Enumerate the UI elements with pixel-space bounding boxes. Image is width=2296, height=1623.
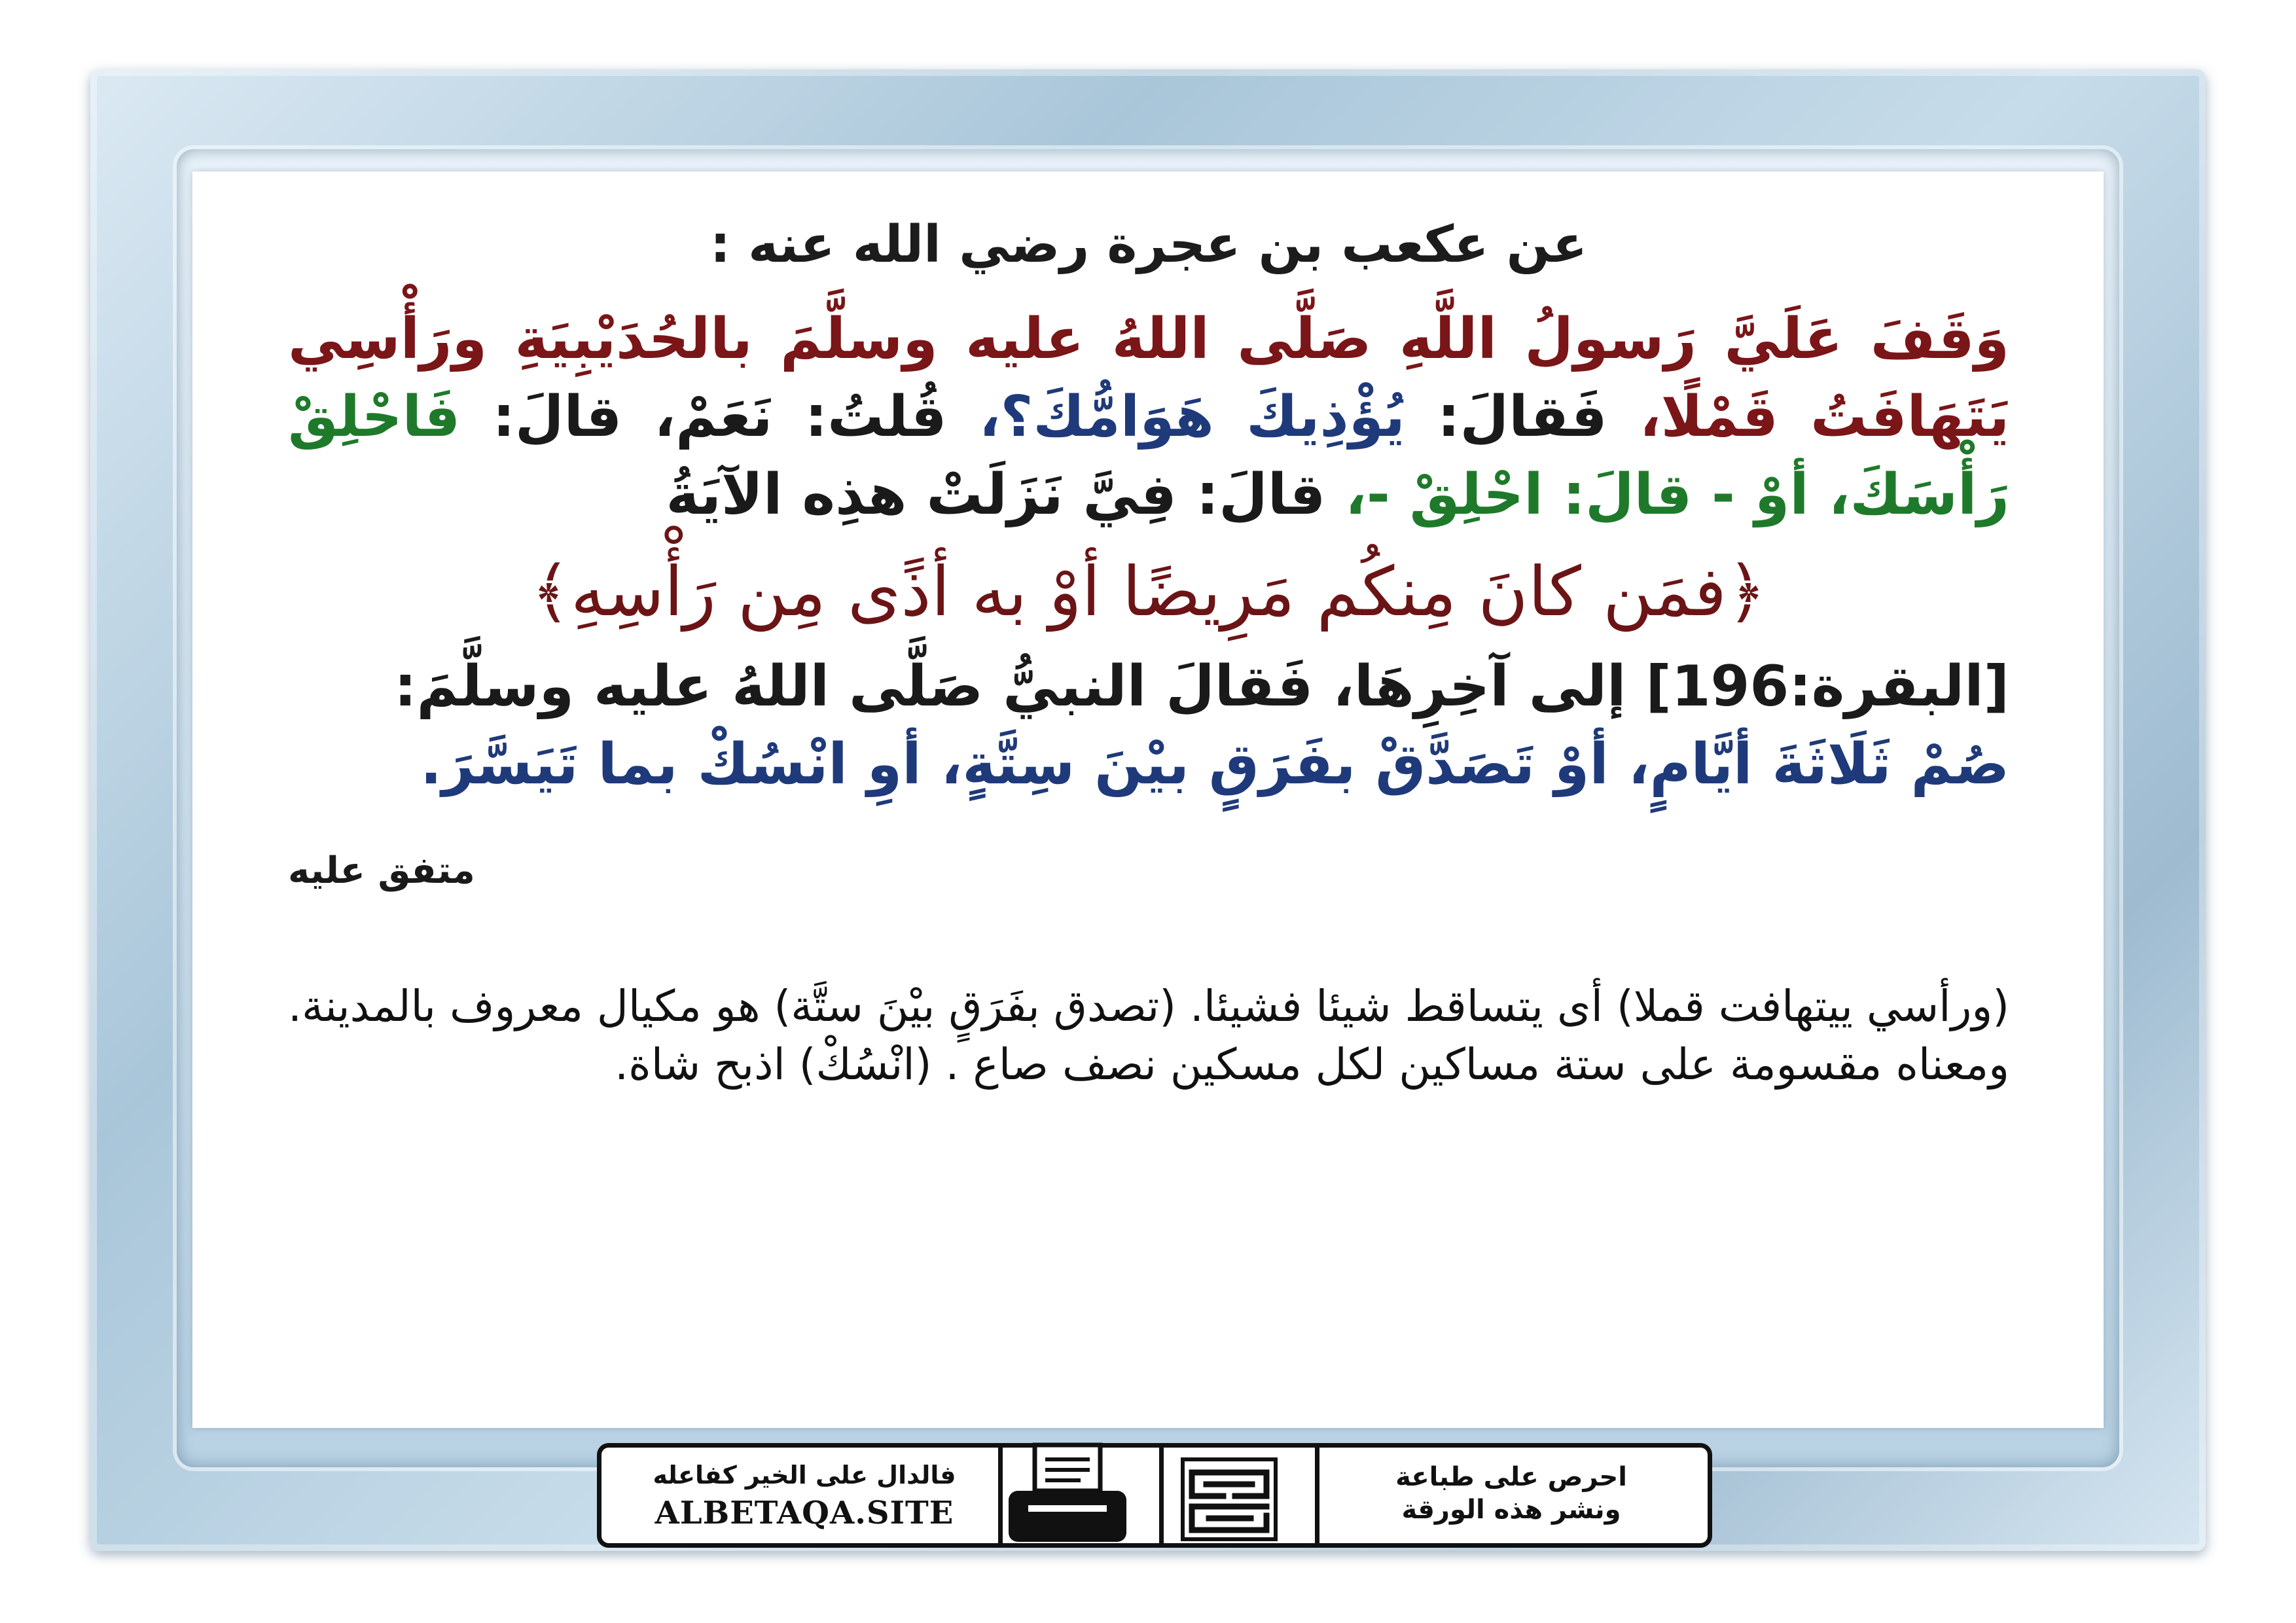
explanation-notes: (ورأسي ييتهافت قملا) أى يتساقط شيئا فشيئا. (تصدق بفَرَقٍ بيْنَ ستَّة) هو مكيال معروف بالمدينة. ومعناه مقسومة على ستة مساكين لكل مسكين نصف صاع . (انْسُكْ) اذبح شاة. bbox=[288, 980, 2009, 1090]
hadith-text bbox=[288, 300, 2009, 533]
footer-site[interactable]: ALBETAQA.SITE bbox=[655, 1495, 954, 1531]
hadith-part-7: [البقرة:196] إلى آخِرِهَا، فَقالَ النبيُّ صَلَّى اللهُ عليه وسلَّمَ: bbox=[394, 654, 2009, 720]
quran-verse: ﴿فمَن كانَ مِنكُم مَرِيضًا أوْ به أذًى مِن رَأْسِهِ﴾ bbox=[531, 552, 1767, 632]
footer-divider bbox=[1159, 1448, 1164, 1543]
footer-tagline: فالدال على الخير كفاعله bbox=[653, 1461, 956, 1489]
content bbox=[288, 196, 2009, 1094]
footer-print-line-2: ونشر هذه الورقة bbox=[1401, 1495, 1621, 1525]
hadith-source: متفق عليه bbox=[288, 849, 475, 892]
hadith-part-8: صُمْ ثَلَاثَةَ أيَّامٍ، أوْ تَصَدَّقْ بفَرَقٍ بيْنَ سِتَّةٍ، أوِ انْسُكْ بما تَيَسَّرَ. bbox=[420, 731, 2009, 797]
hadith-part-3: يُؤْذِيكَ هَوَامُّكَ؟، bbox=[978, 384, 1405, 450]
printer-icon bbox=[1002, 1432, 1133, 1552]
hadith-part-4: قُلتُ: نَعَمْ، قالَ: bbox=[492, 384, 947, 450]
hadith-part-6: قالَ: فِيَّ نَزَلَتْ هذِه الآيَةُ bbox=[666, 461, 1326, 527]
footer-print-line-1: احرص على طباعة bbox=[1395, 1462, 1627, 1492]
hadith-part-5: فَاحْلِقْ رَأْسَكَ، أوْ - قالَ: احْلِقْ -، bbox=[288, 384, 2009, 527]
hadith-part-2: فَقالَ: bbox=[1437, 384, 1607, 450]
footer-site-box bbox=[601, 1448, 1007, 1543]
logo-icon bbox=[1180, 1457, 1278, 1542]
narrator-line: عن عكعب بن عجرة رضي الله عنه : bbox=[709, 215, 1588, 274]
hadith-part-1: وَقَفَ عَلَيَّ رَسولُ اللَّهِ صَلَّى اللهُ عليه وسلَّمَ بالحُدَيْبِيَةِ ورَأْسِي يَتَهَافَتُ قَمْلًا، bbox=[288, 306, 2009, 450]
footer-print-box bbox=[1315, 1448, 1708, 1543]
footer-banner bbox=[597, 1443, 1712, 1548]
